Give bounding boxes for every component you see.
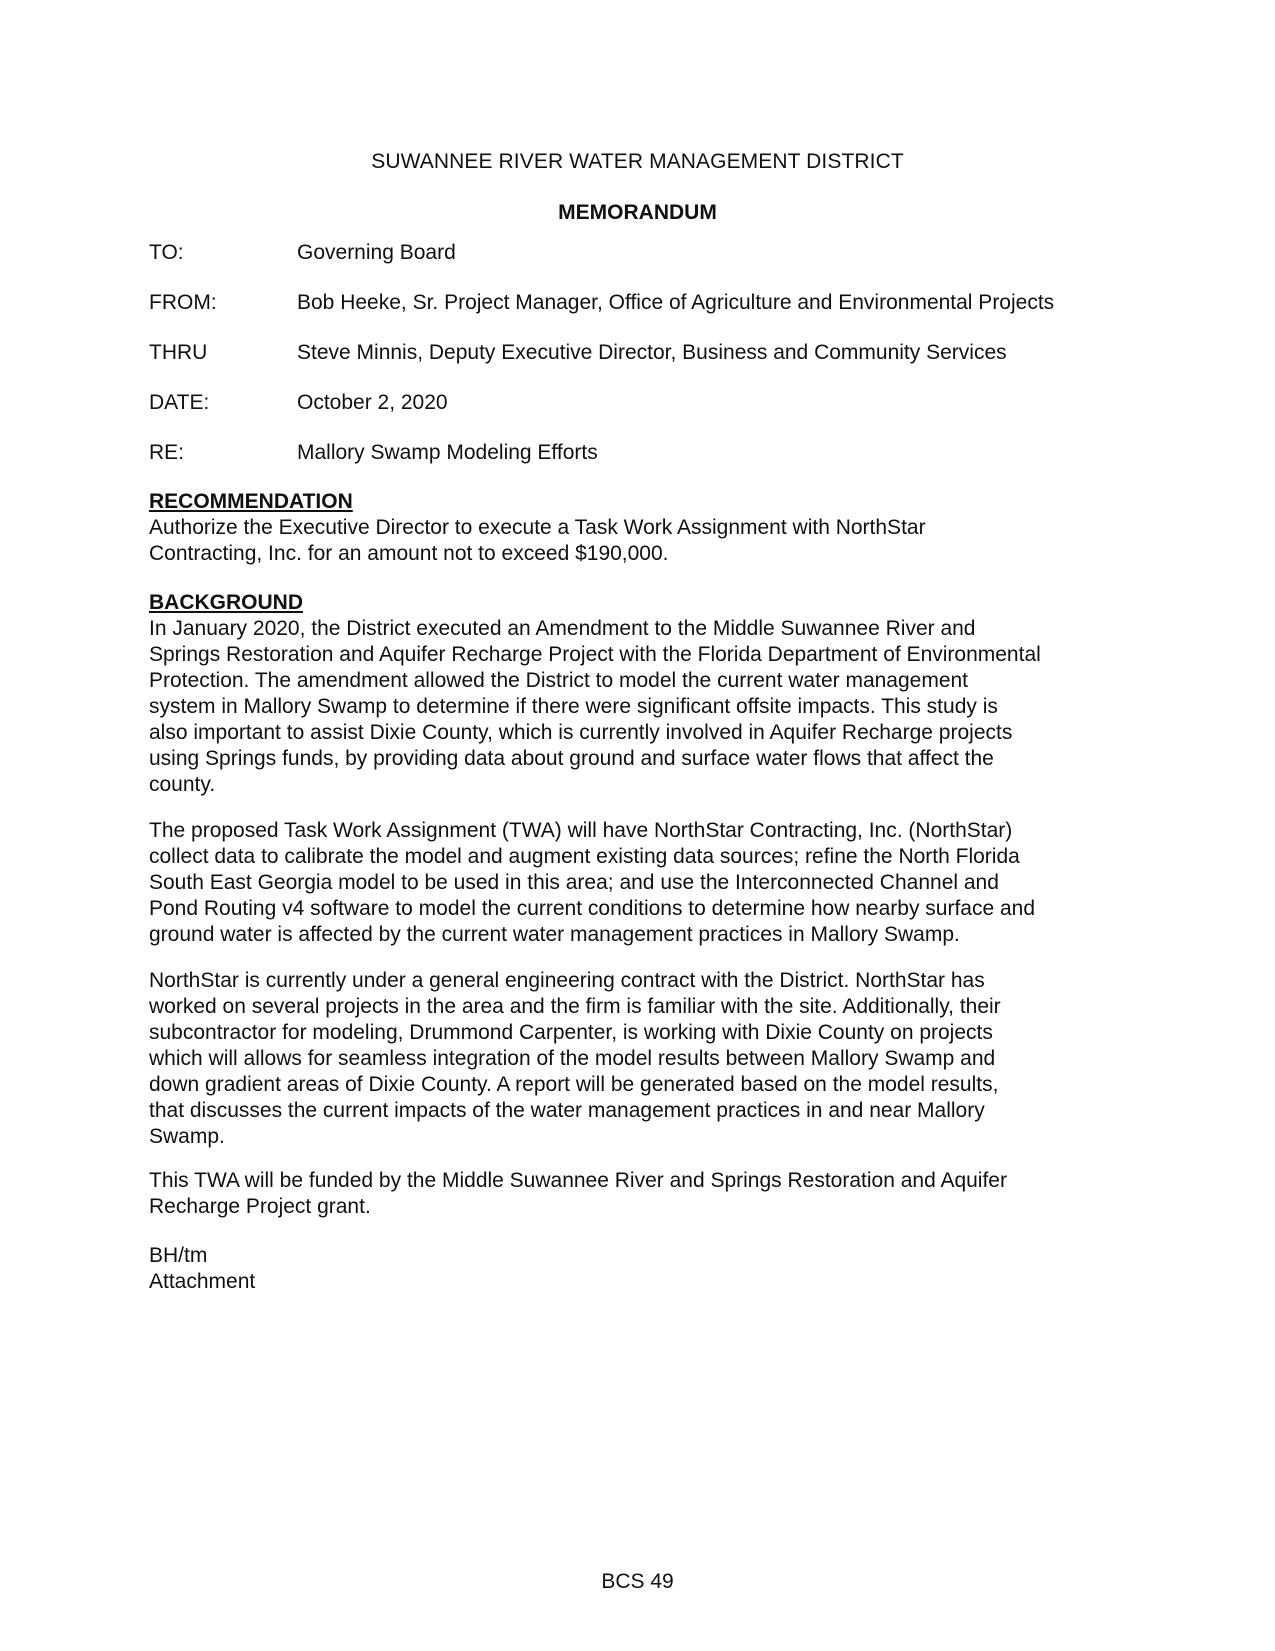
attachment-note: Attachment [149,1270,256,1293]
closing-block [149,1243,1139,1295]
background-paragraph-2: The proposed Task Work Assignment (TWA) will have NorthStar Contracting, Inc. (NorthStar) collect data to calibrate the model and augment existing data sources; refine the North Florida South East Georgia model to be used in this area; and use the Interconnected Channel and Pond Routing v4 software to model the current conditions to determine how nearby surface and ground water is affected by the current water management practices in Mallory Swamp. [149,819,1036,946]
memo-thru-row [149,341,1149,369]
to-value: Governing Board [297,241,456,264]
thru-value: Steve Minnis, Deputy Executive Director, Business and Community Services [297,341,1007,364]
initials: BH/tm [149,1244,208,1267]
recommendation-heading: RECOMMENDATION [149,490,353,513]
background-paragraph-3: NorthStar is currently under a general engineering contract with the District. NorthStar has worked on several projects in the area and the firm is familiar with the site. Additionally, their subcontractor for modeling, Drummond Carpenter, is working with Dixie County on projects which will allows for seamless integration of the model results between Mallory Swamp and down gradient areas of Dixie County. A report will be generated based on the model results, that discusses the current impacts of the water management practices in and near Mallory Swamp. [149,969,1001,1148]
thru-label: THRU [149,341,208,364]
date-label: DATE: [149,391,210,414]
organization-name: SUWANNEE RIVER WATER MANAGEMENT DISTRICT [371,150,904,173]
background-paragraph-3-block [149,968,1139,1150]
memo-title: MEMORANDUM [558,201,717,224]
from-label: FROM: [149,291,217,314]
page-footer: BCS 49 [601,1570,674,1593]
memo-re-row [149,441,1149,469]
from-value: Bob Heeke, Sr. Project Manager, Office of Agriculture and Environmental Projects [297,291,1055,314]
background-section [149,590,1139,798]
recommendation-section [149,489,1139,567]
memo-to-row [149,241,1149,269]
memo-date-row [149,391,1149,419]
recommendation-text: Authorize the Executive Director to execute a Task Work Assignment with NorthStar Contracting, Inc. for an amount not to exceed $190,000. [149,516,926,565]
to-label: TO: [149,241,184,264]
background-paragraph-2-block [149,818,1139,948]
re-label: RE: [149,441,185,464]
memo-from-row [149,291,1149,319]
background-paragraph-1: In January 2020, the District executed an Amendment to the Middle Suwannee River and Springs Restoration and Aquifer Recharge Project with the Florida Department of Environmental Protection. The amendment allowed the District to model the current water management system in Mallory Swamp to determine if there were significant offsite impacts. This study is also important to assist Dixie County, which is currently involved in Aquifer Recharge projects using Springs funds, by providing data about ground and surface water flows that affect the county. [149,617,1041,796]
background-paragraph-4-block [149,1168,1139,1220]
re-value: Mallory Swamp Modeling Efforts [297,441,598,464]
date-value: October 2, 2020 [297,391,448,414]
background-heading: BACKGROUND [149,591,303,614]
background-paragraph-4: This TWA will be funded by the Middle Suwannee River and Springs Restoration and Aquifer Recharge Project grant. [149,1169,1007,1218]
